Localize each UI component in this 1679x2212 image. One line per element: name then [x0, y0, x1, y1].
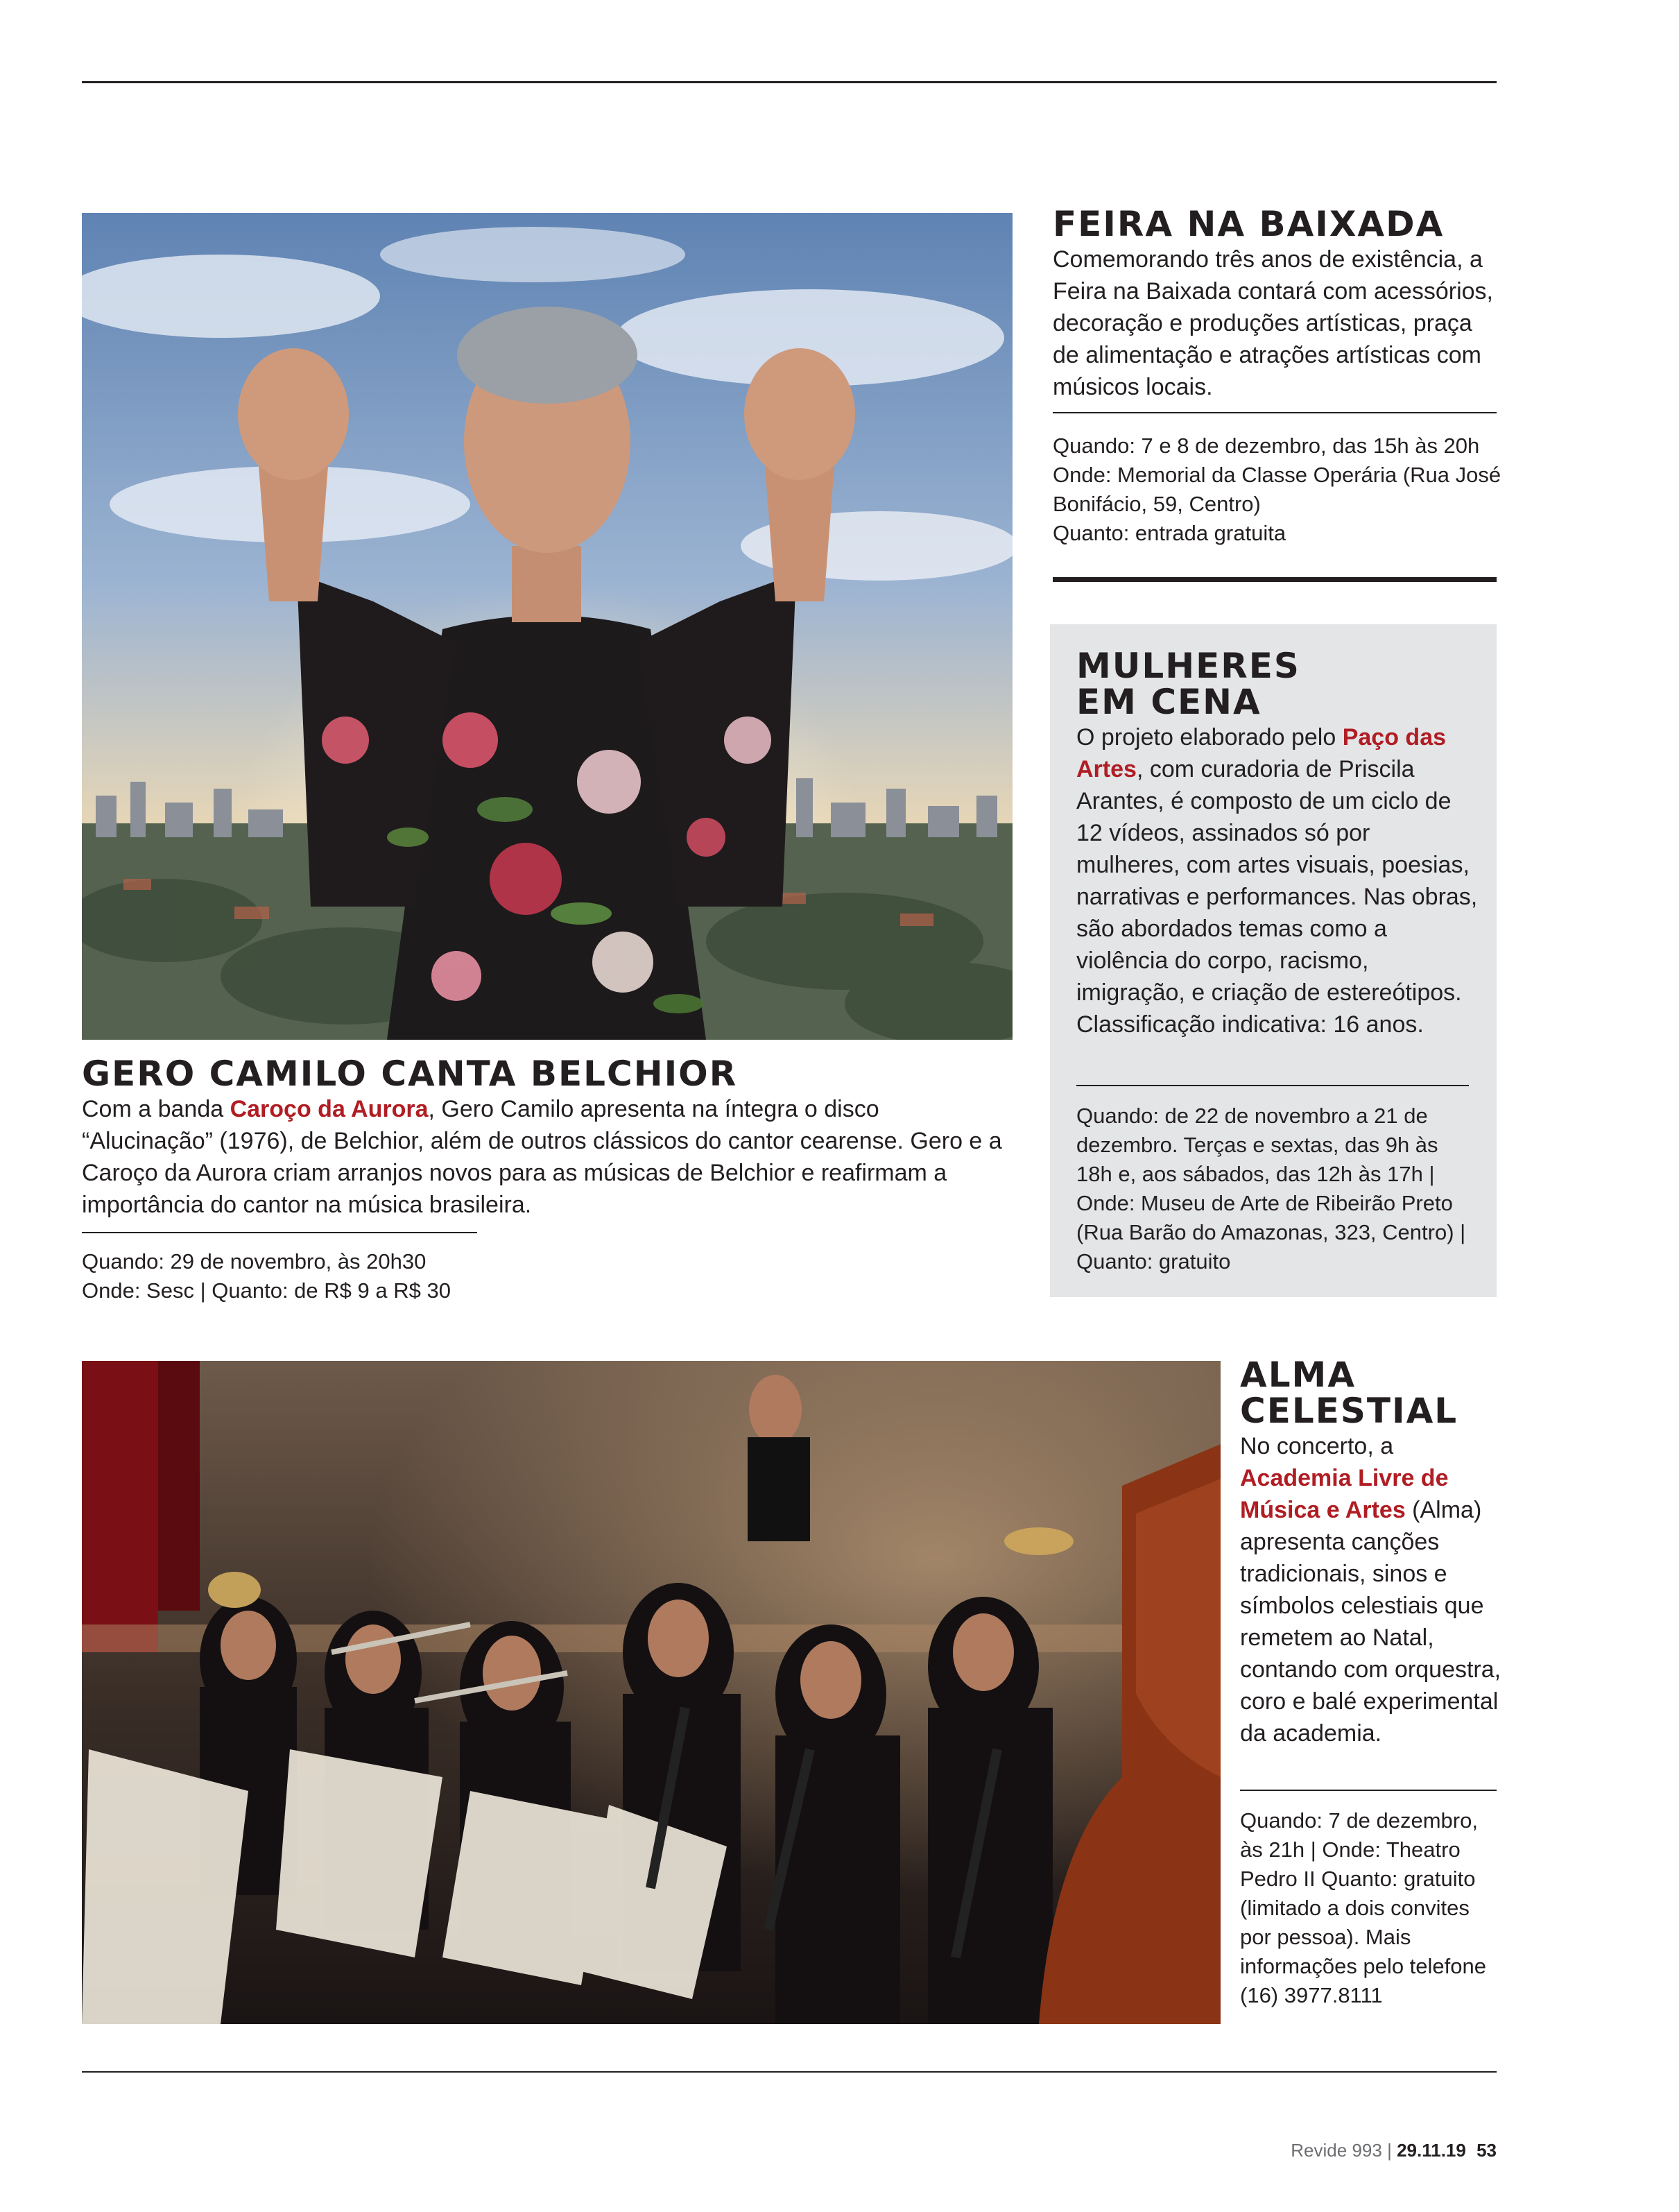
alma-body-part-2: (Alma) apresenta canções tradicionais, sinos e símbolos celestiais que remetem ao Natal, contando com orquestra, coro e balé experimental da academia. [1240, 1497, 1501, 1747]
gero-camilo-photo [82, 213, 1013, 1040]
mulheres-description [1076, 721, 1479, 1040]
mulheres-info: Quando: de 22 de novembro a 21 de dezembro. Terças e sextas, das 9h às 18h e, aos sábados, das 12h às 17h | Onde: Museu de Arte de Ribeirão Preto (Rua Barão do Amazonas, 323, Centro) | Quanto: gratuito [1076, 1104, 1466, 1274]
feira-description: Comemorando três anos de existência, a Feira na Baixada contará com acessórios, decoração e produções artísticas, praça de alimentação e atrações artísticas com músicos locais. [1053, 246, 1493, 400]
mulheres-body-part-1: O projeto elaborado pelo [1076, 724, 1343, 751]
page-number: 53 [1476, 2140, 1497, 2161]
gero-info-rule [82, 1232, 477, 1233]
feira-info-rule [1053, 412, 1497, 413]
feira-where: Onde: Memorial da Classe Operária (Rua José Bonifácio, 59, Centro) [1053, 463, 1501, 516]
mulheres-title-line-2: EM CENA [1076, 682, 1262, 722]
gero-title: GERO CAMILO CANTA BELCHIOR [82, 1054, 738, 1094]
top-rule [82, 81, 1497, 83]
page-footer [1110, 2140, 1497, 2161]
gero-body-part-1: Com a banda [82, 1096, 230, 1122]
magazine-name: Revide 993 [1291, 2140, 1382, 2161]
feira-price: Quanto: entrada gratuita [1053, 521, 1286, 545]
footer-separator: | [1387, 2140, 1392, 2161]
alma-title-line-2: CELESTIAL [1240, 1391, 1458, 1431]
alma-org-name: Academia Livre de Música e Artes [1240, 1465, 1449, 1523]
mulheres-info-rule [1076, 1085, 1469, 1086]
feira-title: FEIRA NA BAIXADA [1053, 204, 1445, 244]
alma-title-line-1: ALMA [1240, 1355, 1357, 1395]
orchestra-photo [82, 1361, 1221, 2024]
gero-body-part-2: , Gero Camilo apresenta na íntegra o disco “Alucinação” (1976), de Belchior, além de outros clássicos do cantor cearense. Gero e a Caroço da Aurora criam arranjos novos para as músicas de Belchior e reafirmam a importância do cantor na música brasileira. [82, 1096, 1002, 1218]
mulheres-body-part-2: , com curadoria de Priscila Arantes, é composto de um ciclo de 12 vídeos, assinados só por mulheres, com artes visuais, poesias, narrativas e performances. Nas obras, são abordados temas como a violência do corpo, racismo, imigração, e criação de estereótipos. Classificação indicativa: 16 anos. [1076, 756, 1478, 1038]
gero-description [82, 1093, 1004, 1221]
feira-when: Quando: 7 e 8 de dezembro, das 15h às 20h [1053, 434, 1480, 458]
alma-body-part-1: No concerto, a [1240, 1433, 1394, 1459]
gero-band-name: Caroço da Aurora [230, 1096, 429, 1122]
mulheres-title-line-1: MULHERES [1076, 646, 1300, 686]
issue-date: 29.11.19 [1397, 2140, 1466, 2161]
gero-where-price: Onde: Sesc | Quanto: de R$ 9 a R$ 30 [82, 1278, 451, 1303]
alma-info: Quando: 7 de dezembro, às 21h | Onde: Theatro Pedro II Quanto: gratuito (limitado a dois convites por pessoa). Mais informações pelo telefone (16) 3977.8111 [1240, 1808, 1487, 2007]
alma-info-rule [1240, 1790, 1497, 1791]
mulheres-org-name: Paço das Artes [1076, 724, 1447, 782]
gero-when: Quando: 29 de novembro, às 20h30 [82, 1249, 427, 1274]
alma-description [1240, 1430, 1504, 1749]
bottom-rule [82, 2071, 1497, 2073]
feira-bottom-rule [1053, 577, 1497, 582]
mulheres-box [1050, 624, 1497, 1297]
